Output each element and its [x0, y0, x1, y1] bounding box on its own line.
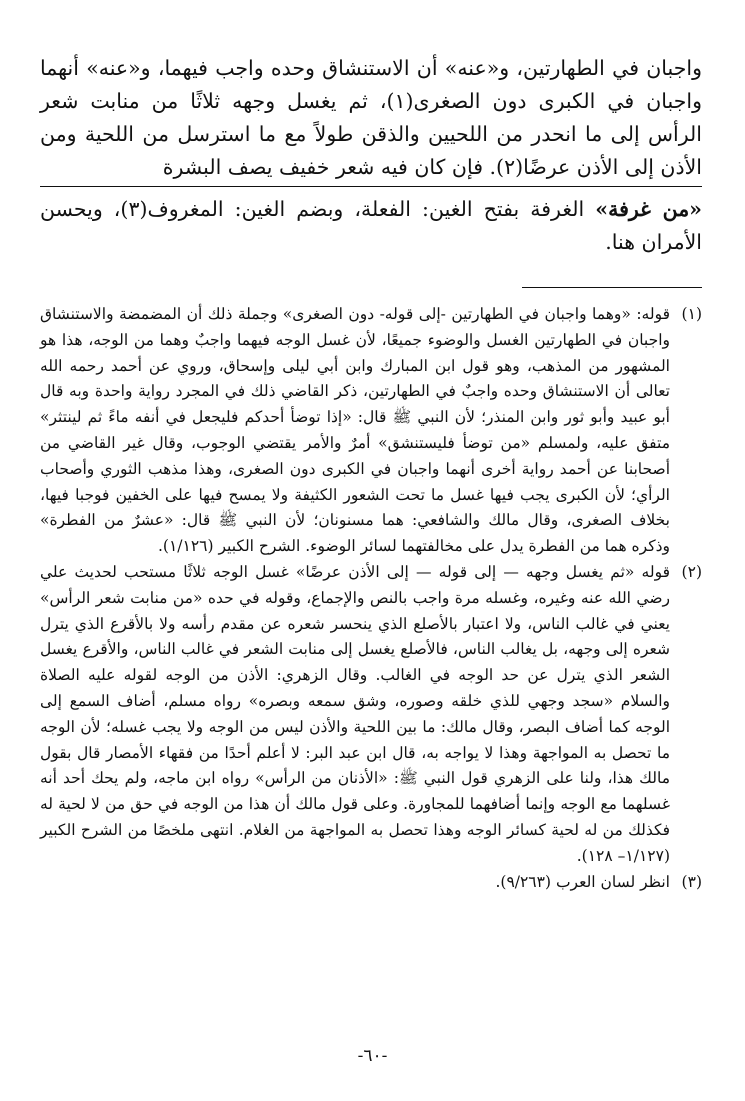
footnote-1: [40, 302, 702, 560]
page: [40, 52, 702, 1082]
footnote-text: قوله «ثم يغسل وجهه — إلى قوله — إلى الأذن عرضًا» غسل الوجه ثلاثًا مستحب لحديث علي رضي الله عنه وغيره، وغسله مرة واجب بالنص والإجماع، وقوله في حده «من منابت شعر الرأس» يعني في غالب الناس، ولا اعتبار بالأصلع الذي ينحسر شعره عن مقدم رأسه ولا بالأقرع الذي يترل شعره إلى وجهه، بل يغالب الناس، فالأصلع يغسل إلى منابت الشعر في غالب الناس، والأقرع يغسل الشعر الذي يترل عن حد الوجه في الغالب. وقال الزهري: الأذن من الوجه لقوله عليه الصلاة والسلام «سجد وجهي للذي خلقه وصوره، وشق سمعه وبصره» رواه مسلم، أضاف السمع إلى الوجه كما أضاف البصر، وقال مالك: ما بين اللحية والأذن ليس من الوجه ولا يجب غسله؛ لأن الوجه ما تحصل به المواجهة وهذا لا يواجه به، قال ابن عبد البر: لا أعلم أحدًا من فقهاء الأمصار قال بقول مالك هذا، ولنا على الزهري قول النبي ﷺ: «الأذنان من الرأس» رواه ابن ماجه، ولم يحك أحد أنه غسلهما مع الوجه وإنما أضافهما للمجاورة. وعلى قول مالك أن هذا من الوجه في حق من لا لحية له فكذلك من له لحية كسائر الوجه وهذا تحصل به المواجهة من الغلام. انتهى ملخصًا من الشرح الكبير (١/١٢٧– ١٢٨).: [40, 562, 670, 865]
main-paragraph-2-text: الغرفة بفتح الغين: الفعلة، وبضم الغين: المغروف(٣)، ويحسن الأمران هنا.: [40, 197, 702, 254]
page-number: -٦٠-: [357, 1046, 388, 1066]
footnote-separator: [522, 287, 702, 288]
footnote-text: قوله: «وهما واجبان في الطهارتين -إلى قوله- دون الصغرى» وجملة ذلك أن المضمضة والاستنشاق واجبان في الطهارتين الغسل والوضوء جميعًا، لأن غسل الوجه فيهما واجبٌ وهما من الوجه، هذا هو المشهور من المذهب، وهو قول ابن المبارك وابن أبي ليلى وإسحاق، وروي عن أحمد رحمه الله تعالى أن الاستنشاق وحده واجبٌ في الطهارتين، ذكر القاضي ذلك في المجرد رواية واحدة وبه قال أبو عبيد وأبو ثور وابن المنذر؛ لأن النبي ﷺ قال: «إذا توضأ أحدكم فليجعل في أنفه ماءً ثم لينتثر» متفق عليه، ولمسلم «من توضأ فليستنشق» أمرٌ والأمر يقتضي الوجوب، وقال غير القاضي من أصحابنا عن أحمد رواية أخرى أنهما واجبان في الكبرى دون الصغرى، وهذا مذهب الثوري وأصحاب الرأي؛ لأن الكبرى يجب فيها غسل ما تحت الشعور الكثيفة ولا يمسح فيها على الخفين فوجبا فيها، بخلاف الصغرى، وقال مالك والشافعي: هما مسنونان؛ لأن النبي ﷺ قال: «عشرٌ من الفطرة» وذكره هما من الفطرة يدل على مخالفتهما لسائر الوضوء. الشرح الكبير (١/١٢٦).: [40, 305, 671, 556]
footnotes: [40, 302, 702, 895]
main-paragraph-1: واجبان في الطهارتين، و«عنه» أن الاستنشاق وحده واجب فيهما، و«عنه» أنهما واجبان في الكبرى دون الصغرى(١)، ثم يغسل وجهه ثلاثًا من منابت شعر الرأس إلى ما انحدر من اللحيين والذقن طولاً مع ما استرسل من اللحية ومن الأذن إلى الأذن عرضًا(٢). فإن كان فيه شعر خفيف يصف البشرة: [40, 52, 702, 187]
footnote-3: [40, 870, 702, 896]
main-text: [40, 52, 702, 259]
term-min-ghurfa: «من غرفة»: [595, 197, 702, 221]
footnote-number: (١): [681, 305, 702, 323]
footnote-2: [40, 560, 702, 870]
footnote-number: (٣): [681, 872, 702, 891]
main-paragraph-2: [40, 193, 702, 259]
footnote-number: (٢): [681, 562, 702, 581]
footnote-text: انظر لسان العرب (٩/٢٦٣).: [495, 872, 670, 891]
